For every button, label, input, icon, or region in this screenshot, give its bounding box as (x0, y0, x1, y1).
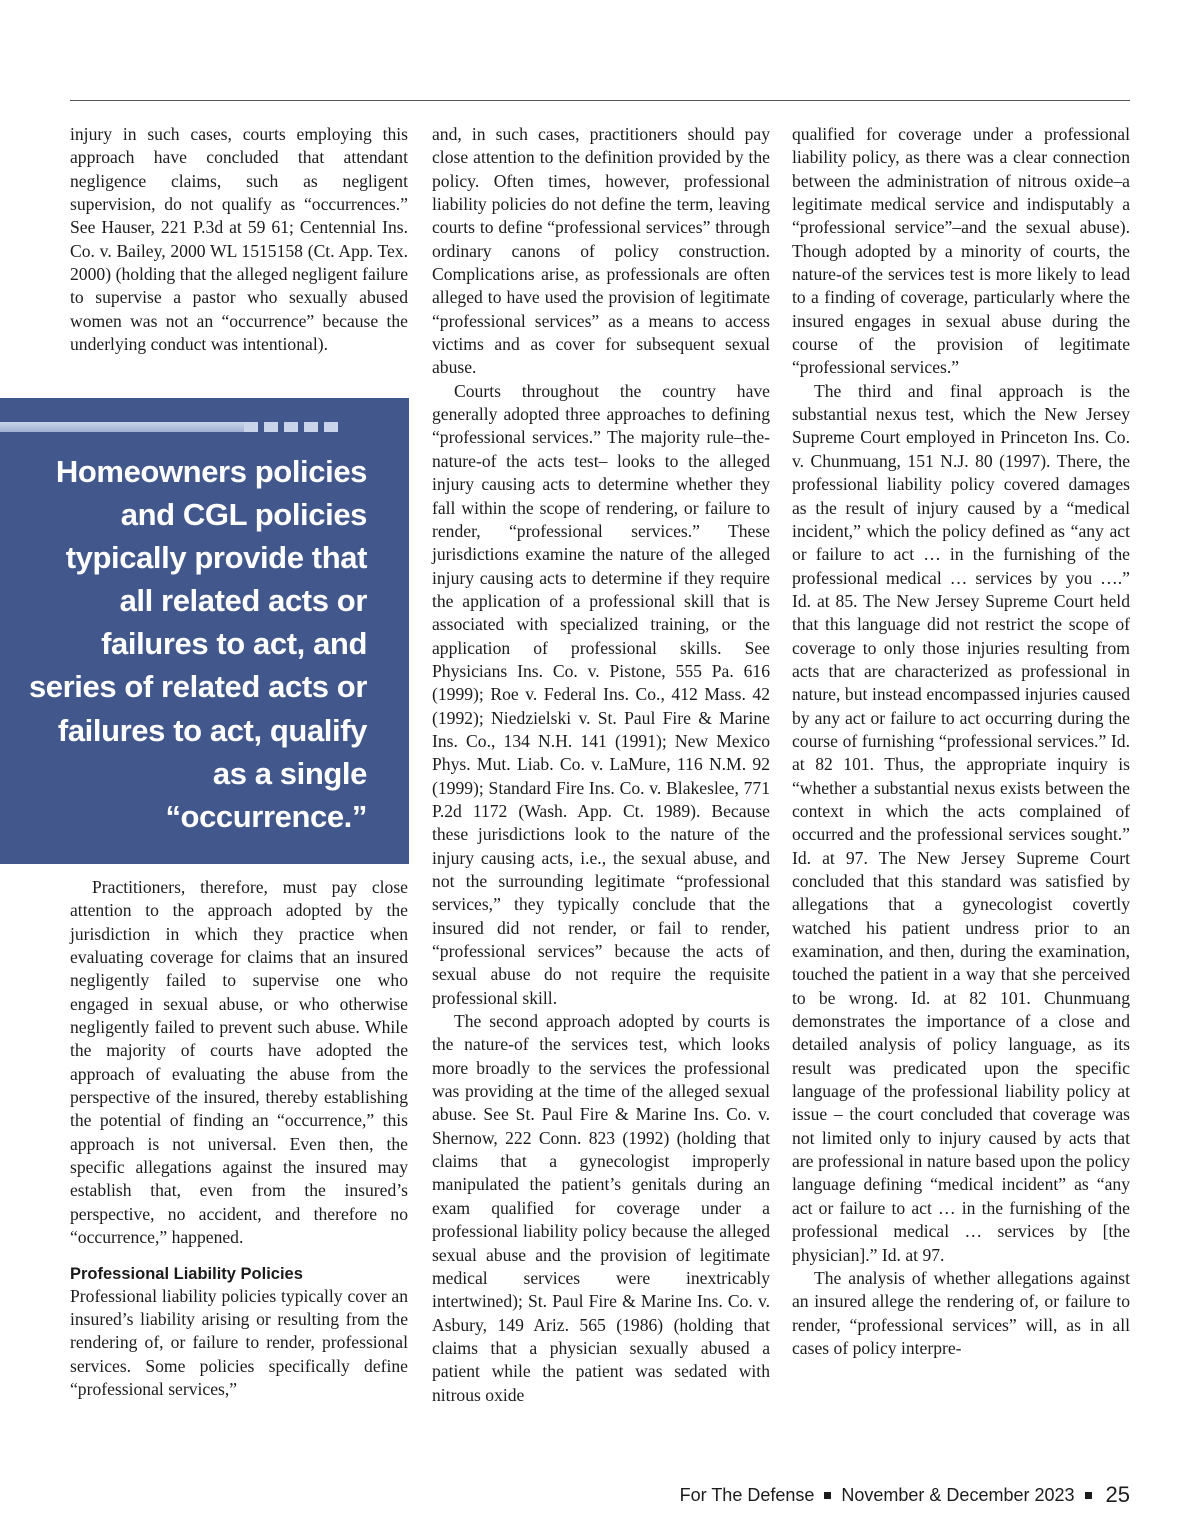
header-rule (70, 100, 1130, 101)
section-heading: Professional Liability Policies (70, 1264, 303, 1283)
column-1-top (70, 123, 408, 356)
page-footer (680, 1482, 1130, 1508)
paragraph: The third and final approach is the substantial nexus test, which the New Jersey Supreme Court employed in Princeton Ins. Co. v. Chunmuang, 151 N.J. 80 (1997). There, the professional liability policy covered damages as the result of injury caused by a “medical incident,” which the policy defined as “any act or failure to act … in the furnishing of the professional medical … services by you ….” Id. at 85. The New Jersey Supreme Court held that this language did not restrict the scope of coverage to only those injuries resulting from acts that are characterized as professional in nature, but instead encompassed injuries caused by any act or failure to act occurring during the course of furnishing “professional services.” Id. at 82 101. Thus, the appropriate inquiry is “whether a substantial nexus exists between the context in which the acts complained of occurred and the professional services sought.” Id. at 97. The New Jersey Supreme Court concluded that this standard was satisfied by allegations that a gynecologist covertly watched his patient undress prior to an examination, and then, during the examination, touched the patient in a way that she perceived to be wrong. Id. at 82 101. Chunmuang demonstrates the importance of a close and detailed analysis of policy language, as its result was predicated upon the specific language of the professional liability policy at issue – the court concluded that coverage was not limited only to injury caused by acts that are professional in nature based upon the policy language defining “medical incident” as “any act or failure to act … in the furnishing of the professional medical … services by [the physician].” Id. at 97. (792, 380, 1130, 1265)
paragraph: injury in such cases, courts employing this approach have concluded that attendant negligence claims, such as negligent supervision, do not qualify as “occurrences.” See Hauser, 221 P.3d at 59 61; Centennial Ins. Co. v. Bailey, 2000 WL 1515158 (Ct. App. Tex. 2000) (holding that the alleged negligent failure to supervise a pastor who sexually abused women was not an “occurrence” because the underlying conduct was intentional). (70, 124, 408, 355)
pull-quote-rule (0, 422, 244, 432)
paragraph: Professional liability policies typically cover an insured’s liability arising or resulting from the rendering of, or failure to render, professional services. Some policies specifically define “professional services,” (70, 1285, 408, 1399)
paragraph: The analysis of whether allegations against an insured allege the rendering of, or failure to render, “professional services” will, as in all cases of policy interpre- (792, 1267, 1130, 1358)
separator-square (824, 1492, 831, 1499)
paragraph: Courts throughout the country have generally adopted three approaches to defining “professional services.” The majority rule–the-nature-of the acts test– looks to the alleged injury causing acts to determine whether they fall within the scope of rendering, or failure to render, “professional services.” These jurisdictions examine the nature of the alleged injury causing acts to determine if they require the application of a professional skill that is associated with specialized training, or the application of professional skills. See Physicians Ins. Co. v. Pistone, 555 Pa. 616 (1999); Roe v. Federal Ins. Co., 412 Mass. 42 (1992); Niedzielski v. St. Paul Fire & Marine Ins. Co., 134 N.H. 141 (1991); New Mexico Phys. Mut. Liab. Co. v. LaMure, 116 N.M. 92 (1999); Standard Fire Ins. Co. v. Blakeslee, 771 P.2d 1172 (Wash. App. Ct. 1989). Because these jurisdictions look to the nature of the injury causing acts, i.e., the sexual abuse, and not the surrounding legitimate “professional services,” they typically conclude that the insured did not render, or fail to render, “professional services” because the acts of sexual abuse do not require the requisite professional skill. (432, 380, 770, 1008)
paragraph: qualified for coverage under a professional liability policy, as there was a clear connection between the administration of nitrous oxide–a legitimate medical service and indisputably a “professional service”–and the sexual abuse). Though adopted by a minority of courts, the nature-of the services test is more likely to lead to a finding of coverage, particularly where the insured engages in sexual abuse during the course of the provision of legitimate “professional services.” (792, 124, 1130, 378)
paragraph: and, in such cases, practitioners should pay close attention to the definition provided by the policy. Often times, however, professional liability policies do not define the term, leaving courts to define “professional services” through ordinary canons of policy construction. Complications arise, as professionals are often alleged to have used the provision of legitimate “professional services” as a means to access victims and as cover for subsequent sexual abuse. (432, 124, 770, 378)
pull-quote-text: Homeowners policies and CGL policies typically provide that all related acts or failures to act, and series of related acts or failures to act, qualify as a single “occurrence.” (28, 454, 367, 834)
column-2 (432, 123, 770, 1407)
paragraph: The second approach adopted by courts is the nature-of the services test, which looks more broadly to the services the professional was providing at the time of the alleged sexual abuse. See St. Paul Fire & Marine Ins. Co. v. Shernow, 222 Conn. 823 (1992) (holding that claims that a gynecologist improperly manipulated the patient’s genitals during an exam qualified for coverage under a professional liability policy because the alleged sexual abuse and the provision of legitimate medical services were inextricably intertwined); St. Paul Fire & Marine Ins. Co. v. Asbury, 149 Ariz. 565 (1986) (holding that claims that a physician sexually abused a patient while the patient was sedated with nitrous oxide (432, 1011, 770, 1405)
issue-date: November & December 2023 (841, 1484, 1075, 1505)
publication-name: For The Defense (679, 1484, 815, 1505)
paragraph: Practitioners, therefore, must pay close attention to the approach adopted by the jurisdiction in which they practice when evaluating coverage for claims that an insured negligently failed to supervise one who engaged in sexual abuse, or who otherwise negligently failed to prevent such abuse. While the majority of courts have adopted the approach of evaluating the abuse from the perspective of the insured, thereby establishing the potential of finding an “occurrence,” this approach is not universal. Even then, the specific allegations against the insured may establish that, even from the insured’s perspective, no accident, and therefore no “occurrence,” happened. (70, 877, 408, 1248)
column-1-bottom (70, 876, 408, 1401)
separator-square (1085, 1492, 1092, 1499)
page-number: 25 (1105, 1482, 1130, 1507)
pull-quote-squares (244, 422, 338, 432)
pull-quote (0, 398, 409, 864)
column-3 (792, 123, 1130, 1360)
